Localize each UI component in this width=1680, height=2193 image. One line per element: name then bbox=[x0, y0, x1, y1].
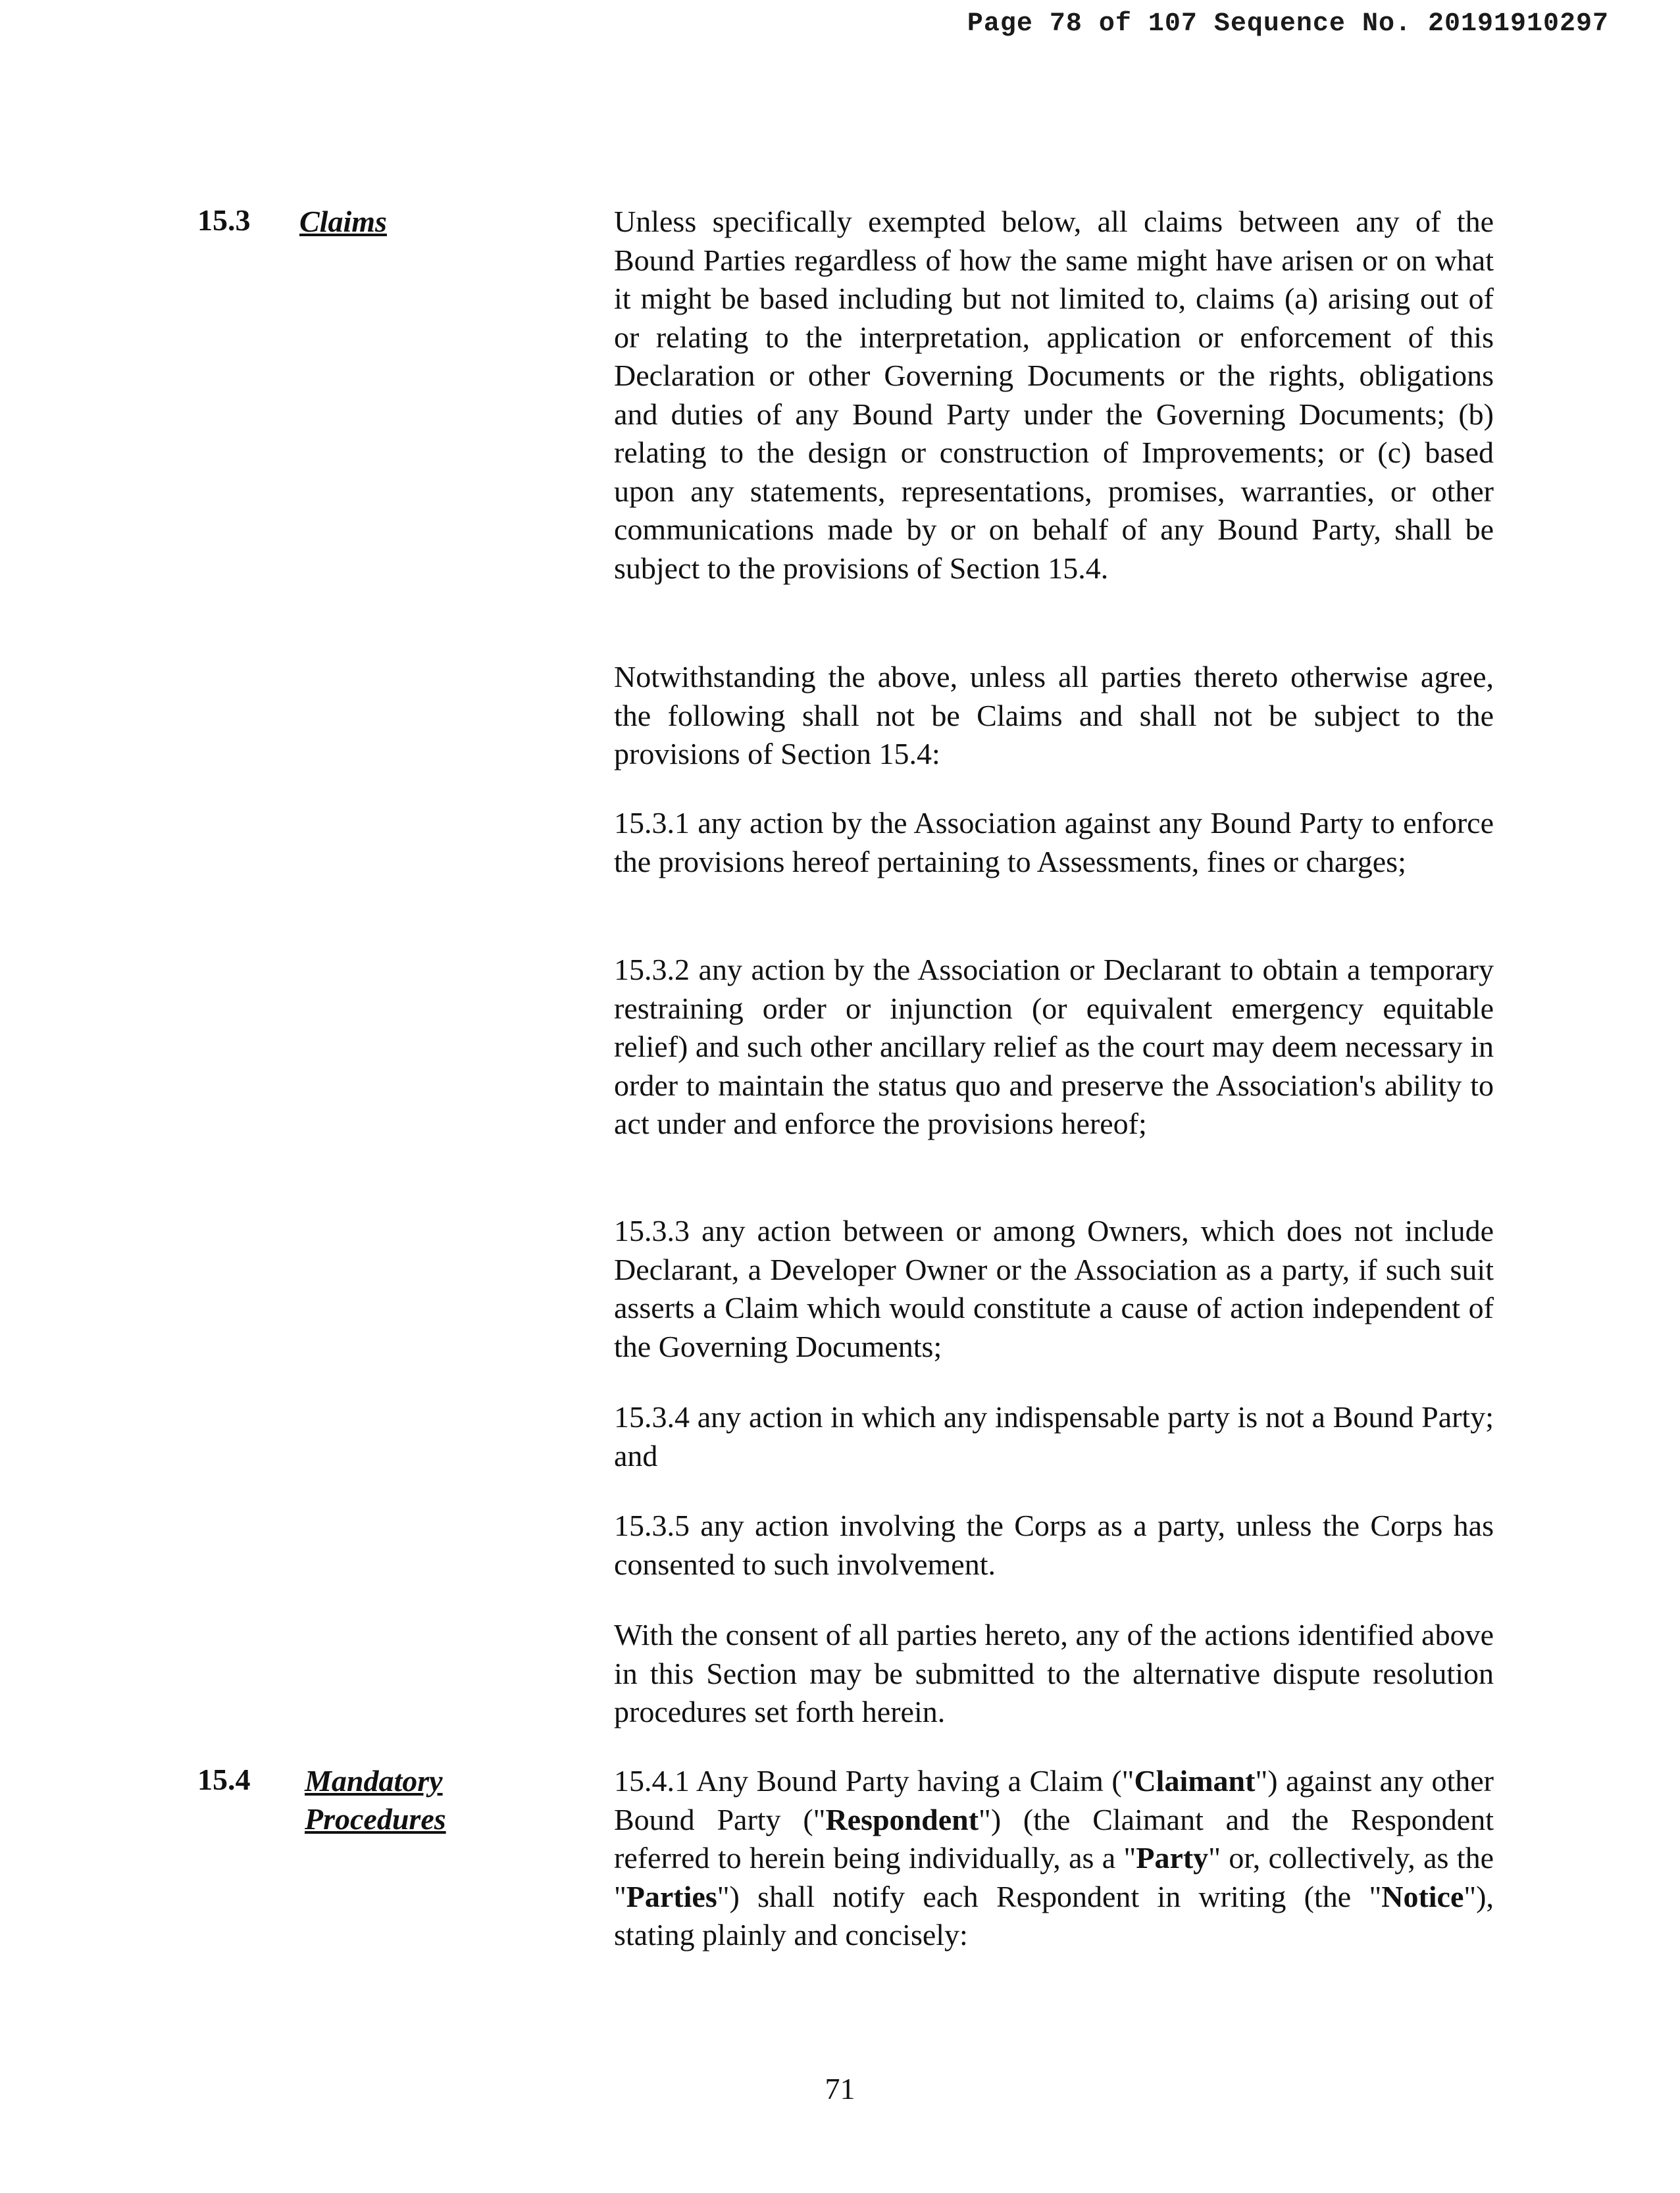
term-respondent: Respondent bbox=[825, 1802, 979, 1836]
claims-item-15-3-1: 15.3.1 any action by the Association against any Bound Party to enforce the provisions hereof pertaining to Assessments, fines or charges; bbox=[614, 806, 1494, 878]
claims-item-15-3-3: 15.3.3 any action between or among Owners, which does not include Declarant, a Developer Owner or the Association as a party, if such suit asserts a Claim which would constitute a cause of action independent of the Governing Documents; bbox=[614, 1214, 1494, 1363]
page-number: 71 bbox=[825, 2072, 855, 2105]
section-number-15-4: 15.4 bbox=[197, 1763, 251, 1796]
term-notice: Notice bbox=[1381, 1879, 1464, 1913]
procedures-paragraph-15-4-1: 15.4.1 Any Bound Party having a Claim ("Claimant") against any other Bound Party ("Respondent") (the Claimant and the Respondent referred to herein being individually, as a "Party" or, collectively, as the "Parties") shall notify each Respondent in writing (the "Notice"), stating plainly and concisely: bbox=[614, 1764, 1494, 1952]
section-number-15-3: 15.3 bbox=[197, 203, 251, 237]
document-header: Page 78 of 107 Sequence No. 20191910297 bbox=[967, 9, 1609, 39]
term-parties: Parties bbox=[626, 1879, 717, 1913]
claims-paragraph-exclusions: Notwithstanding the above, unless all parties thereto otherwise agree, the following shall not be Claims and shall not be subject to the provisions of Section 15.4: bbox=[614, 660, 1494, 770]
claims-item-15-3-2: 15.3.2 any action by the Association or Declarant to obtain a temporary restraining order or injunction (or equivalent emergency equitable relief) and such other ancillary relief as the court may deem necessary in order to maintain the status quo and preserve the Association's ability to act under and enforce the provisions hereof; bbox=[614, 953, 1494, 1140]
claims-paragraph-intro: Unless specifically exempted below, all claims between any of the Bound Parties regardless of how the same might have arisen or on what it might be based including but not limited to, claims (a) arising out of or relating to the interpretation, application or enforcement of this Declaration or other Governing Documents or the rights, obligations and duties of any Bound Party under the Governing Documents; (b) relating to the design or construction of Improvements; or (c) based upon any statements, representations, promises, warranties, or other communications made by or on behalf of any Bound Party, shall be subject to the provisions of Section 15.4. bbox=[614, 205, 1494, 585]
claims-paragraph-consent: With the consent of all parties hereto, any of the actions identified above in this Section may be submitted to the alternative dispute resolution procedures set forth herein. bbox=[614, 1618, 1494, 1728]
section-title-mandatory-procedures: Mandatory Procedures bbox=[305, 1764, 446, 1836]
claims-item-15-3-5: 15.3.5 any action involving the Corps as a party, unless the Corps has consented to such involvement. bbox=[614, 1509, 1494, 1581]
term-claimant: Claimant bbox=[1134, 1764, 1256, 1798]
section-title-claims: Claims bbox=[299, 205, 387, 238]
claims-item-15-3-4: 15.3.4 any action in which any indispensable party is not a Bound Party; and bbox=[614, 1400, 1494, 1473]
term-party: Party bbox=[1136, 1841, 1209, 1875]
